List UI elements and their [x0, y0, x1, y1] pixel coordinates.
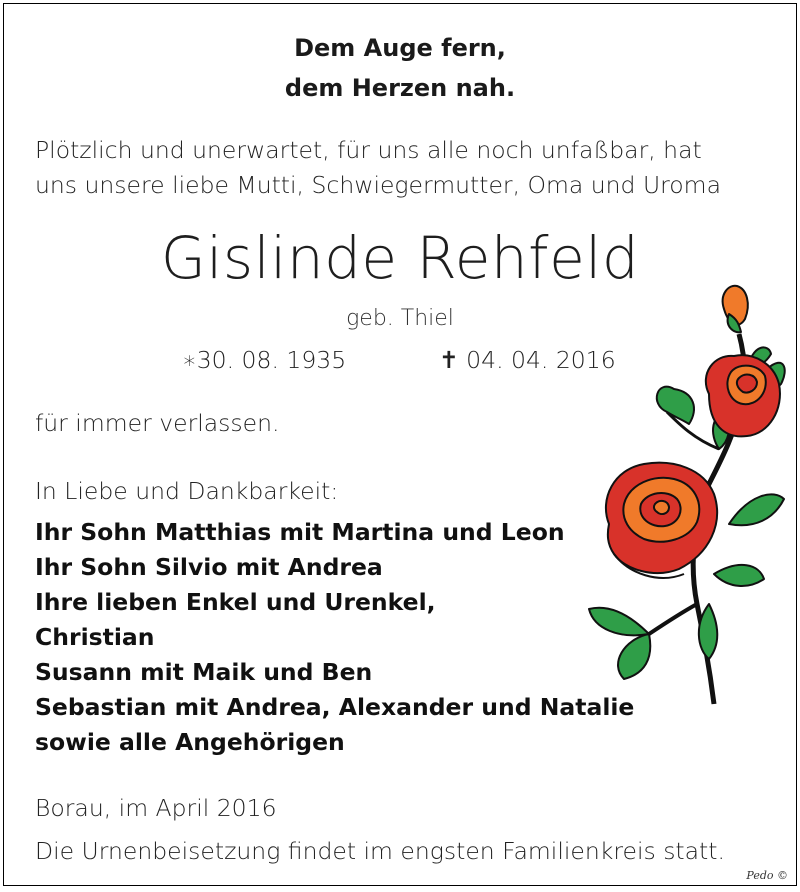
maiden-name: geb. Thiel — [346, 306, 454, 331]
obituary-notice — [3, 3, 797, 886]
family-line: Susann mit Maik und Ben — [35, 658, 373, 686]
place-date: Borau, im April 2016 — [35, 794, 277, 822]
rose-illustration — [569, 274, 794, 714]
motto-line-2: dem Herzen nah. — [284, 74, 516, 102]
deceased-name: Gislinde Rehfeld — [160, 224, 640, 292]
family-line: Christian — [35, 623, 155, 651]
left-us-text: für immer verlassen. — [35, 409, 280, 437]
family-line: Ihr Sohn Silvio mit Andrea — [35, 553, 383, 581]
in-love-text: In Liebe und Dankbarkeit: — [35, 477, 339, 505]
motto-line-1: Dem Auge fern, — [294, 34, 506, 62]
artist-signature: Pedo © — [746, 869, 788, 882]
family-line: Ihr Sohn Matthias mit Martina und Leon — [35, 518, 565, 546]
family-line: Sebastian mit Andrea, Alexander und Natalie — [35, 693, 635, 721]
death-date: ✝ 04. 04. 2016 — [439, 346, 616, 374]
intro-line-1: Plötzlich und unerwartet, für uns alle noch unfaßbar, hat — [35, 136, 702, 164]
family-line: sowie alle Angehörigen — [35, 728, 345, 756]
intro-line-2: uns unsere liebe Mutti, Schwiegermutter, Oma und Uroma — [35, 171, 721, 199]
birth-date: ∗30. 08. 1935 — [182, 346, 347, 374]
family-line: Ihre lieben Enkel und Urenkel, — [35, 588, 436, 616]
burial-note: Die Urnenbeisetzung findet im engsten Familienkreis statt. — [35, 837, 725, 865]
